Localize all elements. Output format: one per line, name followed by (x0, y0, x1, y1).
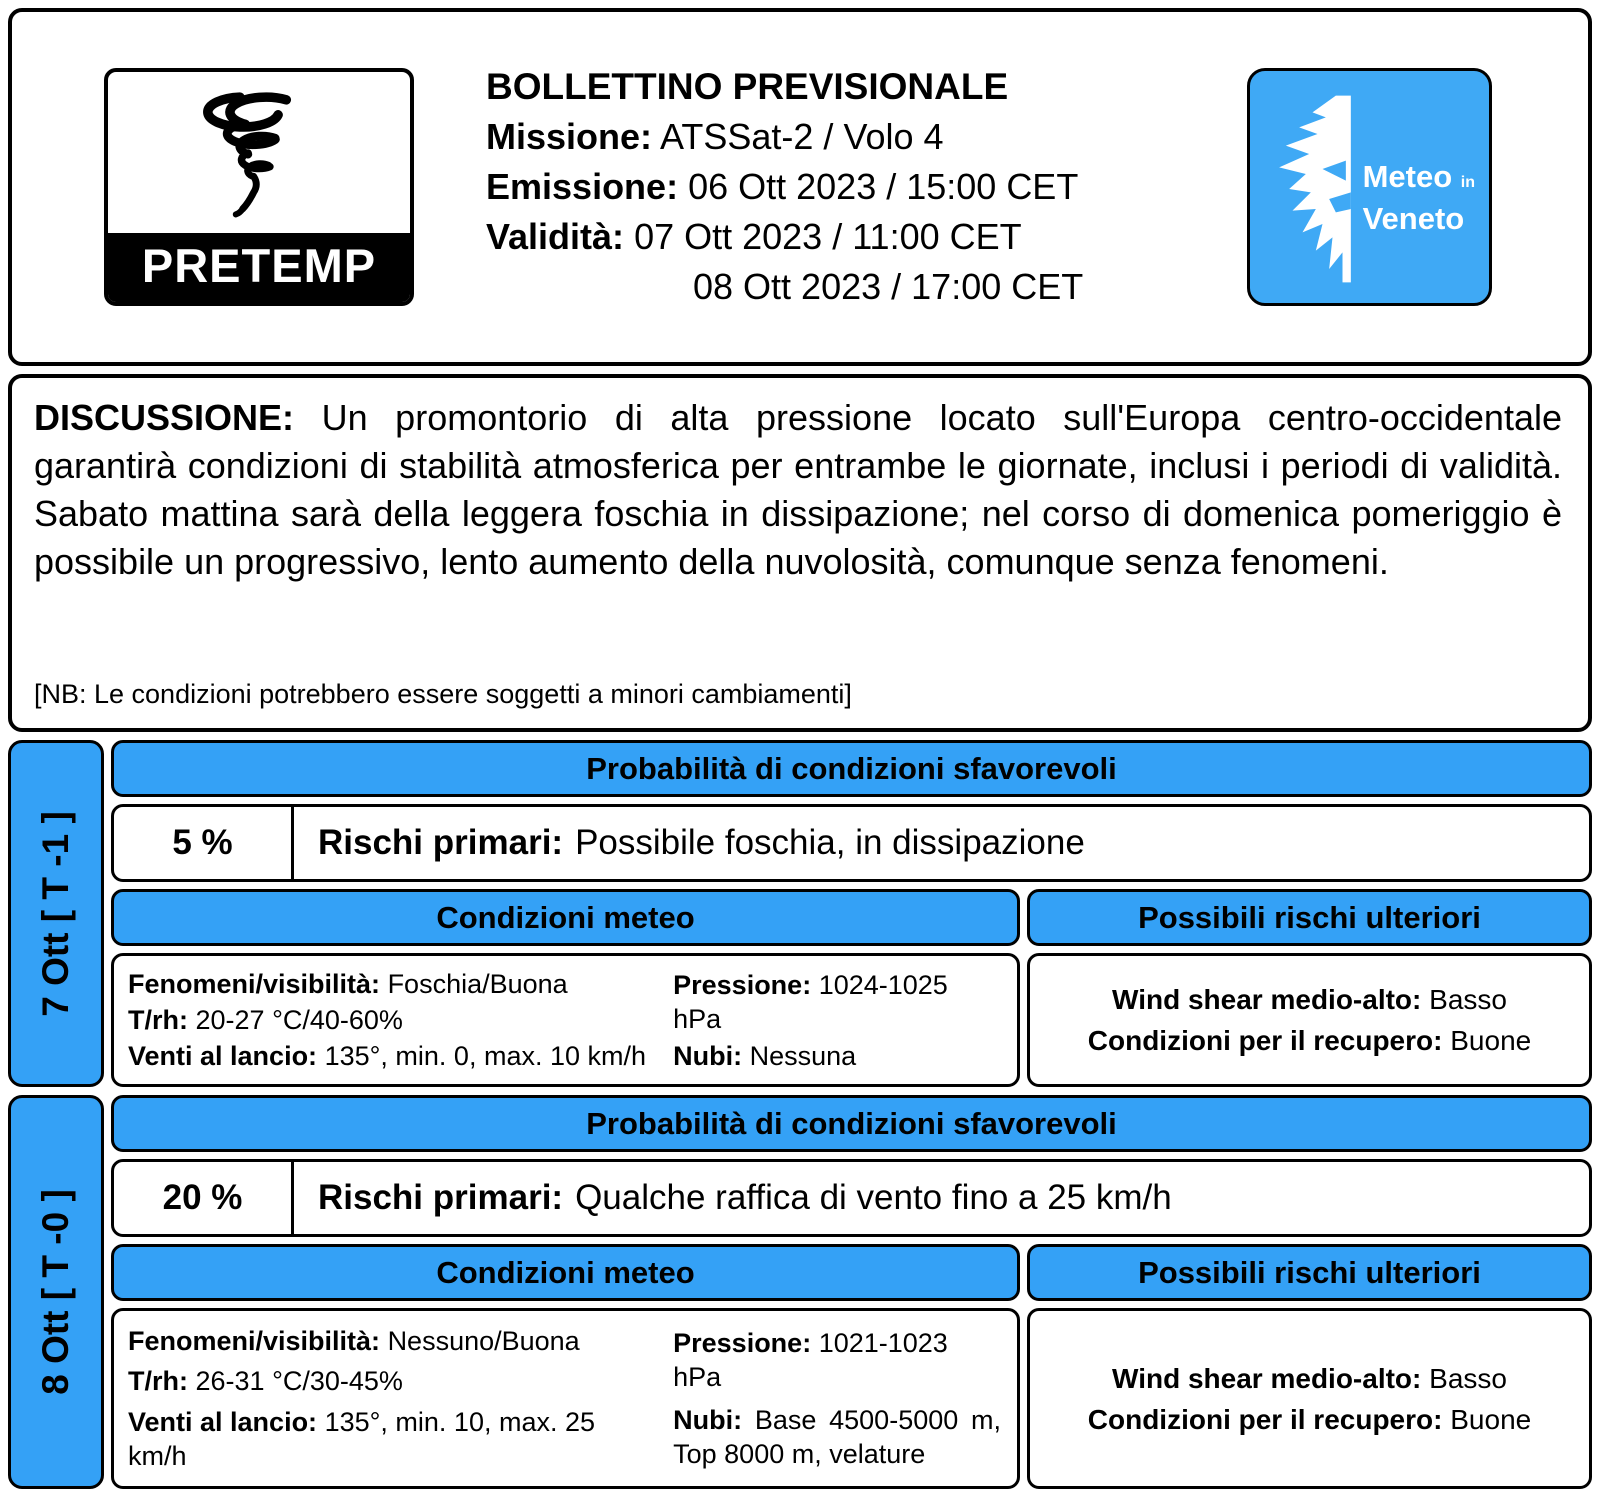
emission-line: Emissione: 06 Ott 2023 / 15:00 CET (486, 166, 1079, 207)
forecast-day-1 (8, 740, 1592, 1087)
day-2-launch-winds: Venti al lancio: 135°, min. 10, max. 25 km/h (128, 1406, 596, 1471)
day-2-risk-row (111, 1159, 1592, 1237)
day-1-wind-shear: Wind shear medio-alto: Basso (1112, 984, 1507, 1015)
bulletin-header (8, 8, 1592, 366)
day-1-extra-risks-cell (1027, 953, 1592, 1087)
day-2-conditions-header: Condizioni meteo (111, 1244, 1020, 1301)
day-1-temperature-humidity: T/rh: 20-27 °C/40-60% (128, 1005, 403, 1035)
day-1-pressure: Pressione: 1024-1025 hPa (673, 969, 948, 1034)
mission-line: Missione: ATSSat-2 / Volo 4 (486, 116, 944, 157)
pretemp-logo (104, 68, 414, 306)
day-2-phenomena: Fenomeni/visibilità: Nessuno/Buona (128, 1326, 580, 1357)
day-2-label: 8 Ott [ T -0 ] (8, 1095, 104, 1489)
validity-line-1: Validità: 07 Ott 2023 / 11:00 CET (486, 216, 1022, 257)
day-1-conditions-header: Condizioni meteo (111, 889, 1020, 946)
bulletin-meta (486, 62, 1247, 312)
day-1-recovery-conditions: Condizioni per il recupero: Buone (1087, 1025, 1532, 1056)
day-2-conditions-cell (111, 1308, 1020, 1489)
meteo-in-veneto-label: Meteo in Veneto (1362, 159, 1475, 236)
day-2-probability-value: 20 % (114, 1162, 294, 1234)
day-2-temperature-humidity: T/rh: 26-31 °C/30-45% (128, 1366, 403, 1397)
day-1-probability-header: Probabilità di condizioni sfavorevoli (111, 740, 1592, 797)
day-1-primary-risks: Rischi primari: Possibile foschia, in dissipazione (318, 823, 1085, 862)
pretemp-logo-label: PRETEMP (108, 233, 410, 302)
day-1-probability-value: 5 % (114, 807, 294, 879)
day-1-conditions-cell (111, 953, 1020, 1087)
day-2-clouds: Nubi: Base 4500-5000 m, Top 8000 m, velature (673, 1405, 1001, 1470)
day-1-risk-row (111, 804, 1592, 882)
day-2-extra-risks-header: Possibili rischi ulteriori (1027, 1244, 1592, 1301)
lion-icon (1260, 89, 1365, 289)
day-2-pressure: Pressione: 1021-1023 hPa (673, 1327, 948, 1392)
day-2-wind-shear: Wind shear medio-alto: Basso (1112, 1362, 1507, 1394)
tornado-icon (108, 72, 410, 233)
day-1-launch-winds: Venti al lancio: 135°, min. 0, max. 10 km/h (128, 1041, 647, 1071)
meteo-in-veneto-logo (1247, 68, 1492, 306)
day-2-extra-risks-cell (1027, 1308, 1592, 1489)
validity-line-2: 08 Ott 2023 / 17:00 CET (693, 266, 1084, 307)
day-2-primary-risks: Rischi primari: Qualche raffica di vento fino a 25 km/h (318, 1178, 1172, 1217)
day-2-recovery-conditions: Condizioni per il recupero: Buone (1087, 1403, 1532, 1435)
day-1-phenomena: Fenomeni/visibilità: Foschia/Buona (128, 969, 568, 999)
bulletin-title: BOLLETTINO PREVISIONALE (486, 66, 1009, 107)
day-2-probability-header: Probabilità di condizioni sfavorevoli (111, 1095, 1592, 1152)
discussion-section (8, 374, 1592, 732)
day-1-extra-risks-header: Possibili rischi ulteriori (1027, 889, 1592, 946)
day-1-label: 7 Ott [ T -1 ] (8, 740, 104, 1087)
forecast-day-2 (8, 1095, 1592, 1489)
note-line: [NB: Le condizioni potrebbero essere soggetti a minori cambiamenti] (34, 679, 852, 709)
discussion-paragraph: DISCUSSIONE: Un promontorio di alta pressione locato sull'Europa centro-occidentale garantirà condizioni di stabilità atmosferica per entrambe le giornate, inclusi i periodi di validità. Sabato mattina sarà della leggera foschia in dissipazione; nel corso di domenica pomeriggio è possibile un progressivo, lento aumento della nuvolosità, comunque senza fenomeni. (34, 397, 1562, 582)
day-1-clouds: Nubi: Nessuna (673, 1040, 857, 1071)
